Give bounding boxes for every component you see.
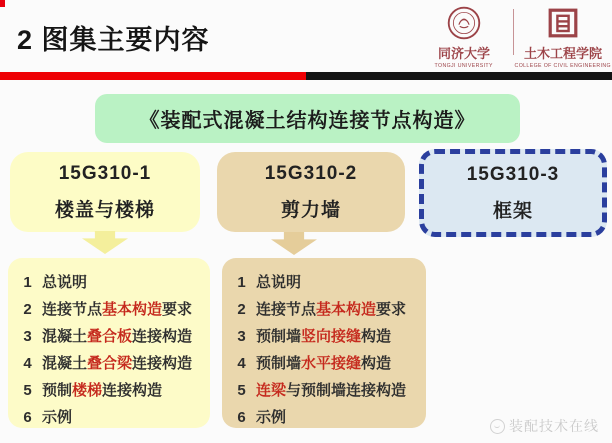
- toc-item: 1 总说明: [237, 274, 302, 291]
- toc-item: 5 连梁 与预制墙连接构造: [237, 382, 407, 399]
- toc-item: 6 示例: [23, 409, 73, 426]
- corner-accent-mark: [0, 0, 5, 7]
- volume-box-15G310-1: [10, 152, 200, 232]
- toc-item: 4 预制墙 水平接缝 构造: [237, 355, 392, 372]
- logo-separator: [513, 9, 514, 55]
- header-logos: [421, 5, 612, 69]
- toc-item: 2 连接节点 基本构造 要求: [23, 301, 193, 318]
- college-name-en: COLLEGE OF CIVIL ENGINEERING: [514, 63, 612, 69]
- volume-box-15G310-2: [217, 152, 405, 232]
- toc-item: 3 混凝土 叠合板 连接构造: [23, 328, 193, 345]
- contents-box-floor-stairs: [8, 258, 210, 428]
- toc-item: 4 混凝土 叠合梁 连接构造: [23, 355, 193, 372]
- college-name-cn: 土木工程学院: [523, 46, 602, 61]
- volume-code: 15G310-3: [466, 163, 560, 185]
- main-topic-box: [95, 94, 520, 143]
- volume-name: 楼盖与楼梯: [54, 199, 155, 221]
- watermark-label: 装配技术在线: [509, 418, 599, 434]
- page-title: 2 图集主要内容: [17, 25, 210, 55]
- watermark-logo-icon: [490, 419, 505, 434]
- tongji-logo-block: [421, 5, 507, 69]
- volume-code: 15G310-1: [58, 162, 152, 184]
- contents-box-shear-wall: [222, 258, 426, 428]
- tongji-seal-icon: [447, 5, 481, 41]
- down-arrow-icon: [82, 231, 128, 254]
- tongji-name-en: TONGJI UNIVERSITY: [434, 63, 494, 69]
- divider-red-segment: [0, 72, 306, 80]
- watermark: [490, 416, 599, 436]
- college-seal-icon: [547, 5, 579, 41]
- toc-item: 2 连接节点 基本构造 要求: [237, 301, 407, 318]
- toc-item: 1 总说明: [23, 274, 88, 291]
- main-topic-label: 《装配式混凝土结构连接节点构造》: [139, 110, 476, 132]
- volume-box-15G310-3: [419, 149, 607, 237]
- college-logo-block: [514, 5, 612, 69]
- down-arrow-icon: [271, 232, 317, 255]
- toc-item: 3 预制墙 竖向接缝 构造: [237, 328, 392, 345]
- volume-name: 框架: [492, 200, 533, 222]
- toc-item: 5 预制 楼梯 连接构造: [23, 382, 163, 399]
- volume-code: 15G310-2: [264, 162, 358, 184]
- toc-item: 6 示例: [237, 409, 287, 426]
- tongji-name-cn: 同济大学: [437, 46, 490, 61]
- title-divider: [0, 72, 612, 80]
- volume-name: 剪力墙: [280, 199, 341, 221]
- divider-black-segment: [306, 72, 612, 80]
